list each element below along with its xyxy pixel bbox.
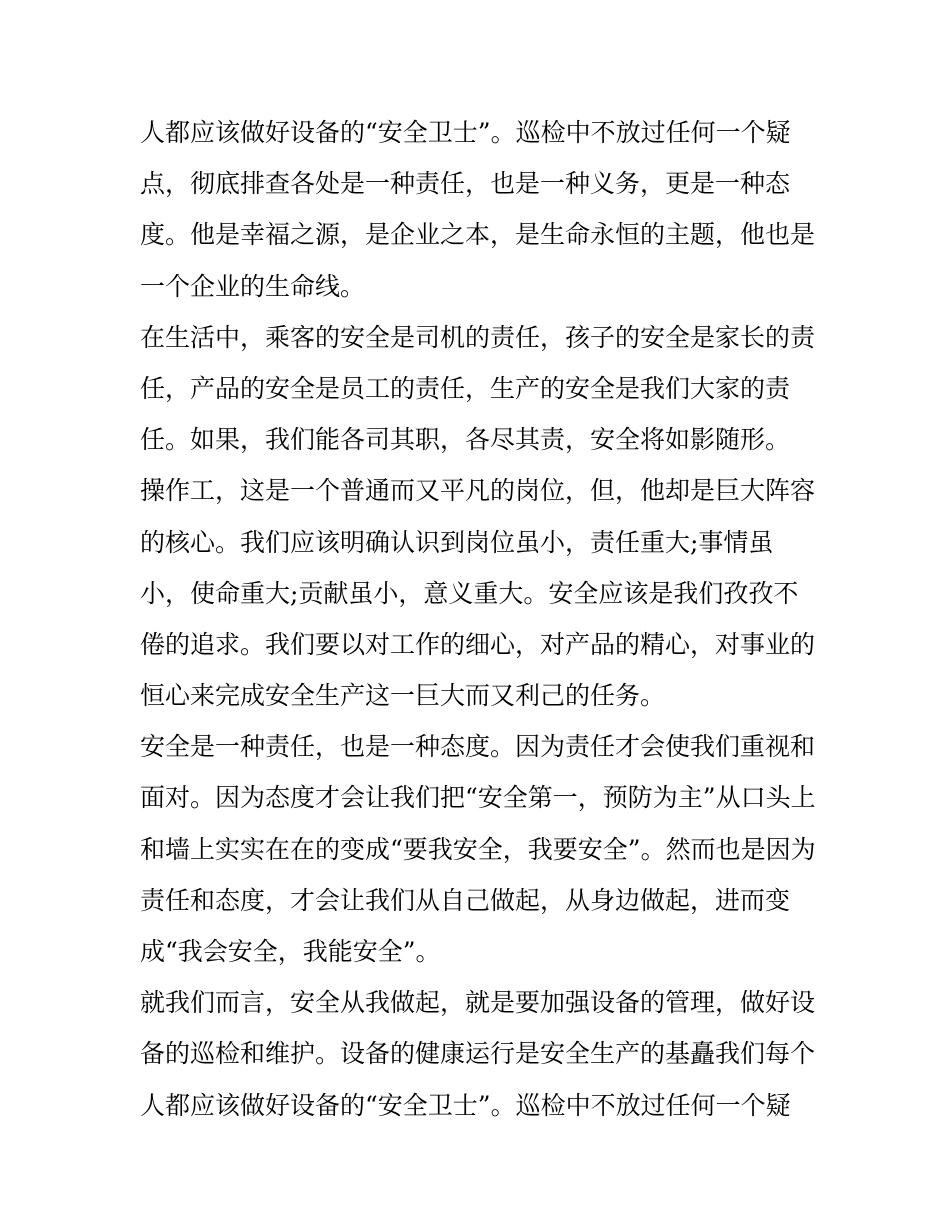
text-line: 人都应该做好设备的“安全卫士”。巡检中不放过任何一个疑 (140, 118, 791, 147)
text-line: 度。他是幸福之源，是企业之本，是生命永恒的主题，他也是 (140, 220, 816, 250)
text-line: 小，使命重大;贡献虽小，意义重大。安全应该是我们孜孜不 (140, 578, 799, 608)
text-line: 责任和态度，才会让我们从自己做起，从身边做起，进而变 (140, 885, 791, 915)
document-body (140, 107, 830, 1131)
text-line: 任。如果，我们能各司其职，各尽其责，安全将如影随形。 (140, 425, 791, 455)
text-line: 操作工，这是一个普通而又平凡的岗位，但，他却是巨大阵容 (140, 476, 816, 506)
text-line: 成“我会安全，我能安全”。 (140, 937, 441, 966)
text-line: 倦的追求。我们要以对工作的细心，对产品的精心，对事业的 (140, 629, 816, 659)
text-line: 就我们而言，安全从我做起，就是要加强设备的管理，做好设 (140, 988, 816, 1018)
text-line: 备的巡检和维护。设备的健康运行是安全生产的基矗我们每个 (140, 1039, 816, 1069)
text-line: 在生活中，乘客的安全是司机的责任，孩子的安全是家长的责 (140, 322, 816, 352)
text-line: 任，产品的安全是员工的责任，生产的安全是我们大家的责 (140, 373, 791, 403)
text-line: 人都应该做好设备的“安全卫士”。巡检中不放过任何一个疑 (140, 1090, 791, 1120)
text-line: 面对。因为态度才会让我们把“安全第一，预防为主”从口头上 (140, 783, 816, 813)
text-line: 和墙上实实在在的变成“要我安全，我要安全”。然而也是因为 (140, 834, 816, 864)
text-line: 恒心来完成安全生产这一巨大而又利己的任务。 (140, 681, 666, 711)
text-line: 点，彻底排查各处是一种责任，也是一种义务，更是一种态 (140, 169, 791, 199)
text-line: 安全是一种责任，也是一种态度。因为责任才会使我们重视和 (140, 732, 816, 762)
text-line: 一个企业的生命线。 (140, 271, 366, 301)
text-line: 的核心。我们应该明确认识到岗位虽小，责任重大;事情虽 (140, 527, 774, 557)
